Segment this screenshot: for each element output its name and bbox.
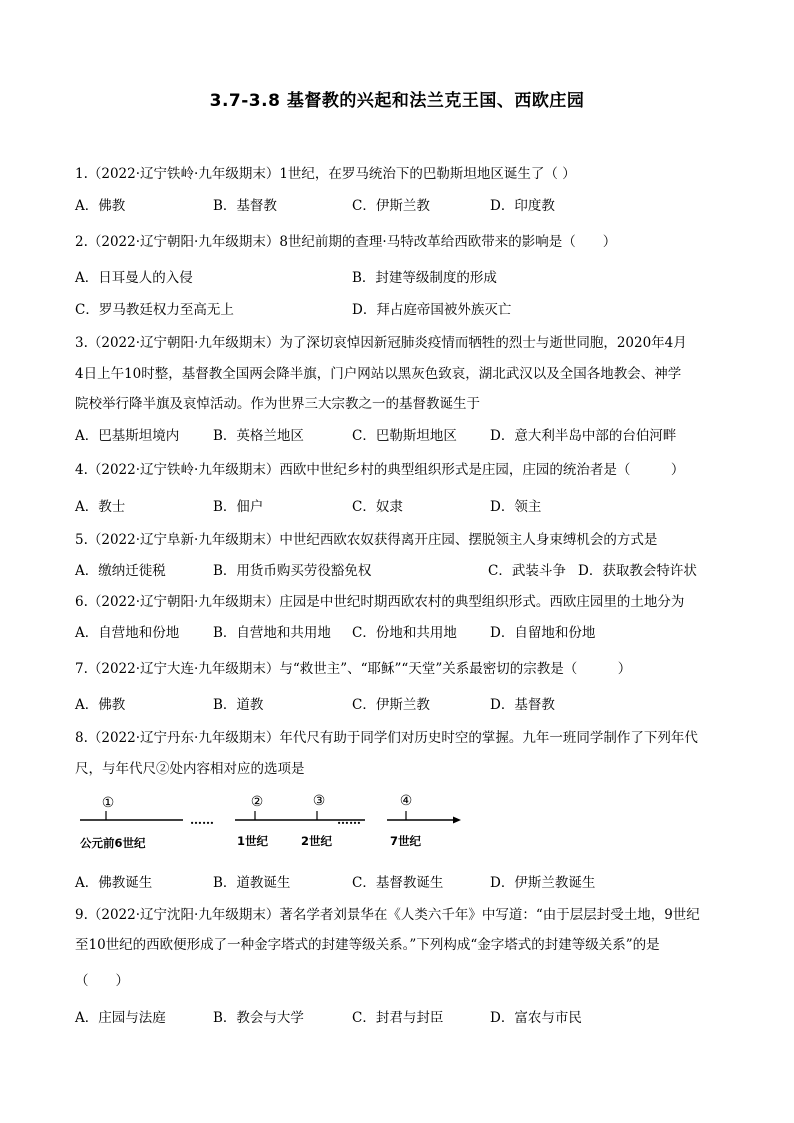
- q2-option-c: C．罗马教廷权力至高无上: [75, 302, 234, 318]
- q6-option-c: C．份地和共用地: [352, 625, 457, 641]
- question-3-stem-line-2: 4日上午10时整，基督教全国两会降半旗，门户网站以黑灰色致哀，湖北武汉以及全国各地教会、神学: [75, 366, 682, 382]
- q9-option-b: B．教会与大学: [213, 1010, 304, 1026]
- page-title: 3.7-3.8 基督教的兴起和法兰克王国、西欧庄园: [209, 91, 585, 111]
- question-6-stem: 6.（2022·辽宁朝阳·九年级期末）庄园是中世纪时期西欧农村的典型组织形式。西欧庄园里的土地分为: [75, 594, 685, 610]
- q6-option-d: D．自留地和份地: [490, 625, 596, 641]
- q2-option-b: B．封建等级制度的形成: [352, 270, 497, 286]
- q8-option-c: C．基督教诞生: [352, 875, 444, 891]
- q7-option-a: A．佛教: [75, 697, 126, 713]
- q9-option-a: A．庄园与法庭: [75, 1010, 166, 1026]
- q3-option-d: D．意大利半岛中部的台伯河畔: [490, 428, 677, 444]
- question-9-stem-line-1: 9.（2022·辽宁沈阳·九年级期末）著名学者刘景华在《人类六千年》中写道：“由于层层封受土地，9世纪: [75, 907, 700, 923]
- q8-option-a: A．佛教诞生: [75, 875, 153, 891]
- q2-option-a: A．日耳曼人的入侵: [75, 270, 193, 286]
- q5-option-d: D．获取教会特许状: [578, 563, 697, 579]
- timeline-marker-3: ③: [312, 793, 326, 809]
- question-3-stem-line-3: 院校举行降半旗及哀悼活动。作为世界三大宗教之一的基督教诞生于: [75, 396, 480, 412]
- timeline-ruler: [75, 787, 465, 852]
- timeline-marker-1: ①: [101, 795, 115, 811]
- question-2-stem: 2.（2022·辽宁朝阳·九年级期末）8世纪前期的查理·马特改革给西欧带来的影响是（ ）: [75, 234, 617, 250]
- q5-option-a: A．缴纳迁徙税: [75, 563, 166, 579]
- q7-option-b: B．道教: [213, 697, 264, 713]
- question-3-stem-line-1: 3.（2022·辽宁朝阳·九年级期末）为了深切哀悼因新冠肺炎疫情而牺牲的烈士与逝世同胞，2020年4月: [75, 335, 687, 351]
- q6-option-b: B．自营地和共用地: [213, 625, 331, 641]
- q8-option-d: D．伊斯兰教诞生: [490, 875, 596, 891]
- question-1-stem: 1.（2022·辽宁铁岭·九年级期末）1世纪，在罗马统治下的巴勒斯坦地区诞生了（ ）: [75, 166, 576, 182]
- question-7-stem: 7.（2022·辽宁大连·九年级期末）与“救世主”、“耶稣”“天堂”关系最密切的宗教是（ ）: [75, 661, 632, 677]
- timeline-dots-2: ……: [337, 813, 361, 827]
- q9-option-d: D．富农与市民: [490, 1010, 582, 1026]
- timeline-marker-2: ②: [250, 794, 264, 810]
- q2-option-d: D．拜占庭帝国被外族灭亡: [352, 302, 512, 318]
- q4-option-d: D．领主: [490, 499, 542, 515]
- q4-option-b: B．佃户: [213, 499, 264, 515]
- timeline-label-1: 公元前6世纪: [80, 836, 146, 850]
- question-8-stem-line-2: 尺，与年代尺②处内容相对应的选项是: [75, 761, 305, 777]
- q1-option-c: C．伊斯兰教: [352, 198, 430, 214]
- timeline-arrow-icon: [453, 817, 461, 824]
- q7-option-c: C．伊斯兰教: [352, 697, 430, 713]
- timeline-label-4: 7世纪: [390, 834, 422, 848]
- question-8-stem-line-1: 8.（2022·辽宁丹东·九年级期末）年代尺有助于同学们对历史时空的掌握。九年一班同学制作了下列年代: [75, 730, 698, 746]
- q5-option-c: C．武装斗争: [488, 563, 566, 579]
- timeline-figure: [75, 787, 465, 852]
- question-9-stem-line-2: 至10世纪的西欧便形成了一种金字塔式的封建等级关系。”下列构成“金字塔式的封建等级关系”的是: [75, 937, 660, 953]
- question-5-stem: 5.（2022·辽宁阜新·九年级期末）中世纪西欧农奴获得离开庄园、摆脱领主人身束缚机会的方式是: [75, 532, 658, 548]
- q6-option-a: A．自营地和份地: [75, 625, 180, 641]
- q5-option-b: B．用货币购买劳役豁免权: [213, 563, 372, 579]
- q4-option-c: C．奴隶: [352, 499, 403, 515]
- q9-option-c: C．封君与封臣: [352, 1010, 444, 1026]
- q3-option-b: B．英格兰地区: [213, 428, 304, 444]
- q7-option-d: D．基督教: [490, 697, 555, 713]
- timeline-label-3: 2世纪: [301, 834, 333, 848]
- q3-option-c: C．巴勒斯坦地区: [352, 428, 457, 444]
- q1-option-d: D．印度教: [490, 198, 555, 214]
- timeline-dots-1: ……: [190, 813, 214, 827]
- question-4-stem: 4.（2022·辽宁铁岭·九年级期末）西欧中世纪乡村的典型组织形式是庄园，庄园的统治者是（ ）: [75, 462, 685, 478]
- q1-option-a: A．佛教: [75, 198, 126, 214]
- q1-option-b: B．基督教: [213, 198, 277, 214]
- timeline-marker-4: ④: [399, 793, 413, 809]
- q3-option-a: A．巴基斯坦境内: [75, 428, 180, 444]
- q4-option-a: A．教士: [75, 499, 126, 515]
- q8-option-b: B．道教诞生: [213, 875, 291, 891]
- question-9-stem-line-3: （ ）: [75, 973, 129, 989]
- timeline-label-2: 1世纪: [237, 834, 269, 848]
